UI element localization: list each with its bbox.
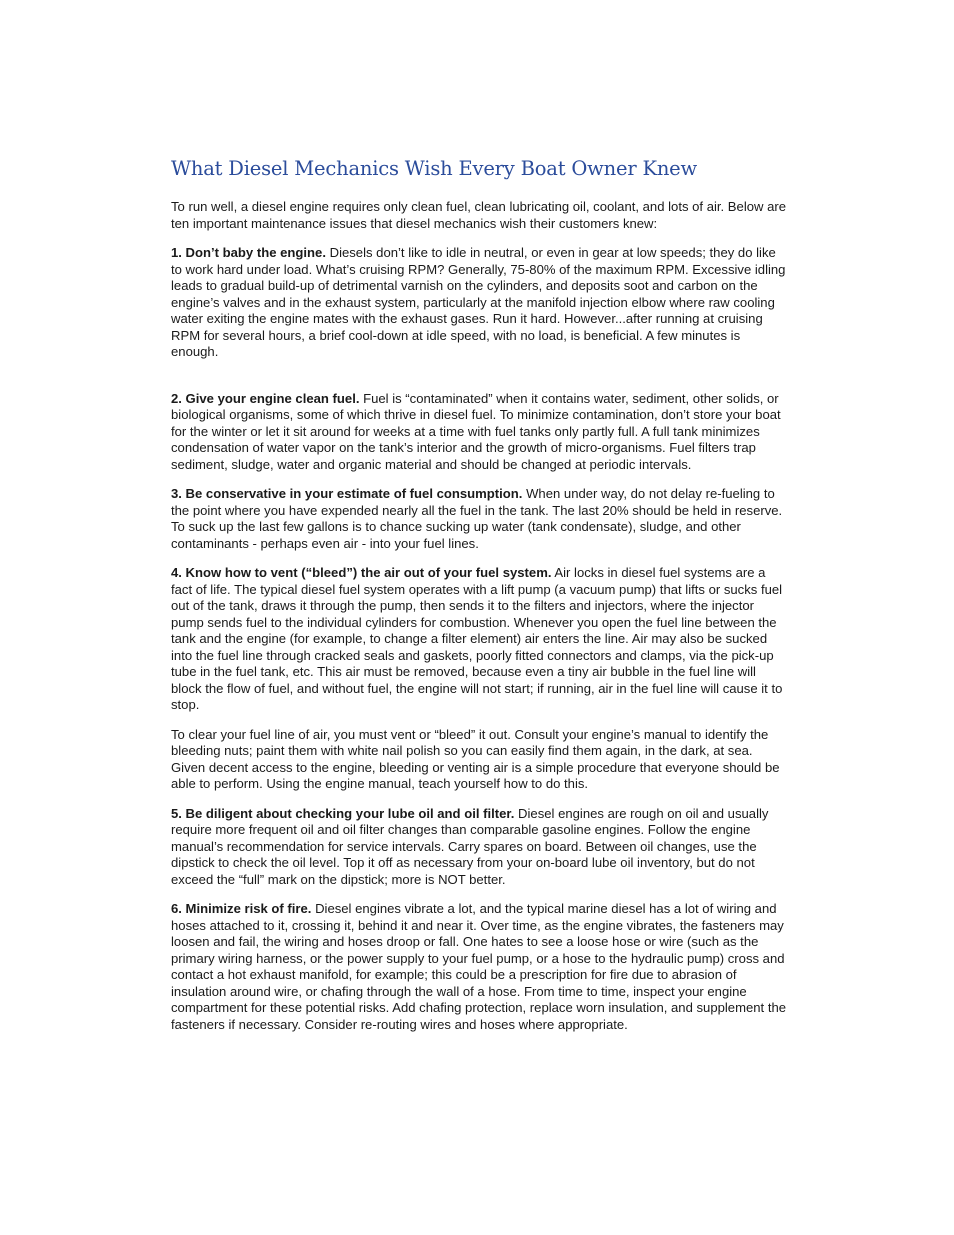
section-heading-2: 2. Give your engine clean fuel. <box>171 390 360 406</box>
section-paragraph-3 <box>171 486 789 552</box>
section-heading-1: 1. Don’t baby the engine. <box>171 245 326 260</box>
section-body-4: Air locks in diesel fuel systems are a fact of life. The typical diesel fuel system operates with a lift pump (a vacuum pump) that lifts or sucks fuel out of the tank, draws it through the pump, then sends it to the filters and injectors, where the injector pump sends fuel to the individual cylinders for combustion. Whenever you open the fuel line between the tank and the engine (for example, to change a filter element) air enters the line. Air may also be sucked into the fuel line through cracked seals and gaskets, poorly fitted connectors and clamps, via the pick-up tube in the fuel tank, etc. This air must be removed, because even a tiny air bubble in the fuel line will block the flow of fuel, and without fuel, the engine will not start; if running, air in the fuel line will cause it to stop. <box>171 565 783 712</box>
section-heading-5: 5. Be diligent about checking your lube oil and oil filter. <box>171 805 515 821</box>
section-paragraph-4b <box>171 727 789 793</box>
document-title: What Diesel Mechanics Wish Every Boat Owner Knew <box>171 157 698 180</box>
section-paragraph-2 <box>171 391 789 474</box>
section-heading-3: 3. Be conservative in your estimate of fuel consumption. <box>171 486 523 501</box>
section-paragraph-4 <box>171 565 789 714</box>
section-body-4b: To clear your fuel line of air, you must vent or “bleed” it out. Consult your engine’s manual to identify the bleeding nuts; paint them with white nail polish so you can easily find them again, in the dark, at sea. Given decent access to the engine, bleeding or venting air is a simple procedure that everyone should be able to perform. Using the engine manual, teach yourself how to do this. <box>171 726 780 791</box>
document-page <box>171 156 789 1046</box>
section-body-3: When under way, do not delay re-fueling to the point where you have expended nearly all the fuel in the tank. The last 20% should be held in reserve. To suck up the last few gallons is to chance sucking up water (tank condensate), sludge, and other contaminants - perhaps even air - into your fuel lines. <box>171 486 783 551</box>
section-body-2: Fuel is “contaminated” when it contains water, sediment, other solids, or biological organisms, some of which thrive in diesel fuel. To minimize contamination, don’t store your boat for the winter or let it sit around for weeks at a time with fuel tanks only partly full. A full tank minimizes condensation of water vapor on the tank’s interior and the growth of micro-organisms. Fuel filters trap sediment, sludge, water and organic material and should be changed at periodic intervals. <box>171 390 781 472</box>
intro-paragraph: To run well, a diesel engine requires only clean fuel, clean lubricating oil, coolant, and lots of air. Below are ten important maintenance issues that diesel mechanics wish their customers knew: <box>171 199 787 231</box>
section-paragraph-6 <box>171 901 789 1033</box>
section-body-6: Diesel engines vibrate a lot, and the typical marine diesel has a lot of wiring and hoses attached to it, crossing it, behind it and near it. Over time, as the engine vibrates, the fasteners may loosen and fail, the wiring and hoses droop or fall. One hates to see a loose hose or wire (such as the primary wiring harness, or the power supply to your fuel pump, or a hose to the hydraulic pump) cross and contact a hot exhaust manifold, for example; this could be a prescription for fire due to abrasion of insulation around wire, or chafing through the wall of a hose. From time to time, inspect your engine compartment for these potential risks. Add chafing protection, replace worn insulation, and supplement the fasteners if necessary. Consider re-routing wires and hoses where appropriate. <box>171 901 787 1032</box>
section-paragraph-1 <box>171 245 789 361</box>
section-heading-4: 4. Know how to vent (“bleed”) the air out of your fuel system. <box>171 565 552 580</box>
section-body-5: Diesel engines are rough on oil and usually require more frequent oil and oil filter changes than comparable gasoline engines. Follow the engine manual’s recommendation for service intervals. Carry spares on board. Between oil changes, use the dipstick to check the oil level. Top it off as necessary from your on-board lube oil inventory, but do not exceed the “full” mark on the dipstick; more is NOT better. <box>171 805 769 887</box>
section-paragraph-5 <box>171 806 789 889</box>
section-heading-6: 6. Minimize risk of fire. <box>171 901 312 916</box>
section-body-1: Diesels don’t like to idle in neutral, or even in gear at low speeds; they do like to work hard under load. What’s cruising RPM? Generally, 75-80% of the maximum RPM. Excessive idling leads to gradual build-up of detrimental varnish on the cylinders, and deposits soot and carbon on the engine’s valves and in the exhaust system, particularly at the manifold injection elbow where raw cooling water exiting the engine mates with the exhaust gases. Run it hard. However...after running at cruising RPM for several hours, a brief cool-down at idle speed, with no load, is beneficial. A few minutes is enough. <box>171 245 786 359</box>
